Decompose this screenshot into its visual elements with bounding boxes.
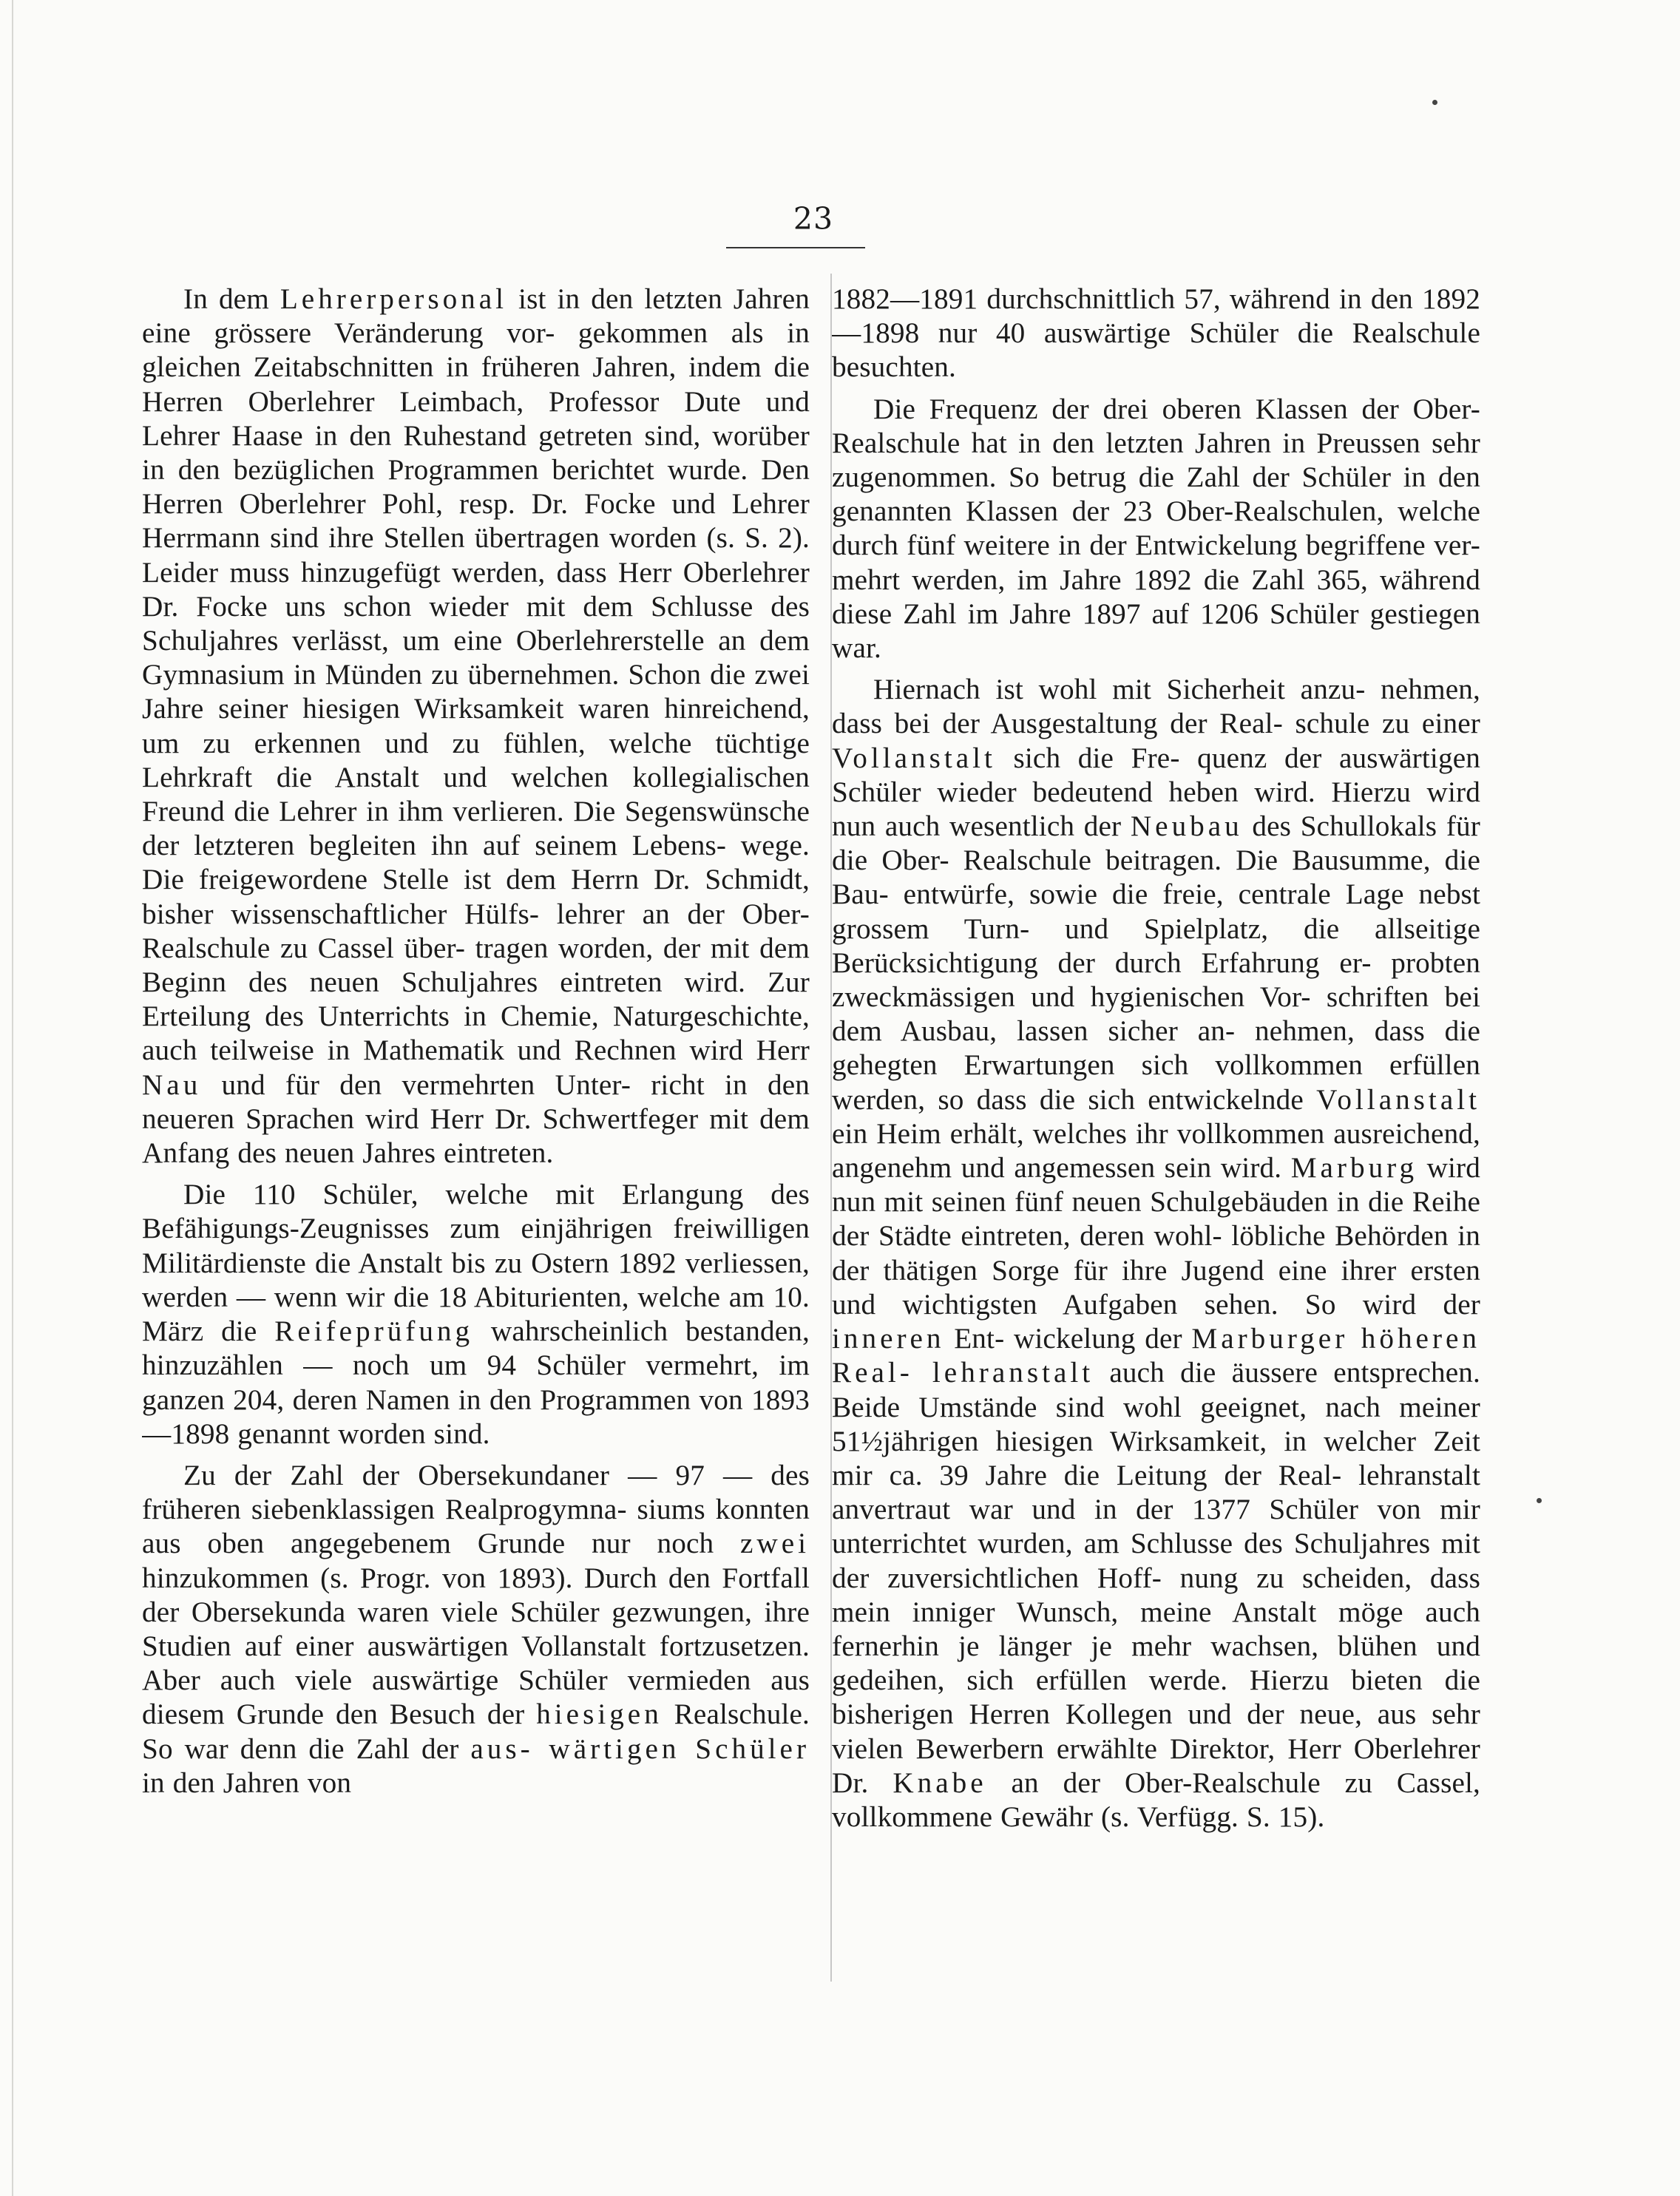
page-edge-line: [12, 0, 13, 2196]
text-segment: hinzukommen (s. Progr. von 1893). Durch den Fortfall der Obersekunda waren viele Schüler gezwungen, ihre Studien auf einer auswärtigen Vollanstalt fortzusetzen. Aber auch viele auswärtige Schüler vermieden aus diesem Grunde den Besuch der: [142, 1562, 810, 1731]
text-segment: und für den vermehrten Unter- richt in den neueren Sprachen wird Herr Dr. Schwertfeger mit dem Anfang des neuen Jahres eintreten.: [142, 1068, 810, 1170]
emphasized-word: Knabe: [892, 1766, 987, 1799]
right-text-column: [832, 282, 1480, 1983]
emphasized-word: inneren: [832, 1323, 945, 1355]
text-segment: Realschule. So war denn die Zahl der: [142, 1698, 810, 1765]
emphasized-word: Lehrerpersonal: [280, 283, 508, 315]
paragraph-frequency: Die Frequenz der drei oberen Klassen der Ober-Realschule hat in den letzten Jahren in Preussen sehr zugenommen. So betrug die Zahl der Schüler in den genannten Klassen der 23 Ober-Realschulen, welche durch fünf weitere in der Entwickelung begriffene ver- mehrt werden, im Jahre 1892 die Zahl 365, während diese Zahl im Jahre 1897 auf 1206 Schüler gestiegen war.: [832, 393, 1480, 665]
scan-speck: [1432, 100, 1437, 105]
scan-speck: [1537, 1498, 1542, 1503]
emphasized-word: Vollanstalt: [1316, 1083, 1480, 1116]
text-segment: wird nun mit seinen fünf neuen Schulgebäuden in die Reihe der Städte eintreten, deren wohl- löbliche Behörden in der thätigen Sorge für ihre Jugend eine ihrer ersten und wichtigsten Aufgaben sehen. So wird der: [832, 1152, 1480, 1321]
text-segment: ist in den letzten Jahren eine grössere Veränderung vor- gekommen als in gleichen Zeitabschnitten in früheren Jahren, indem die Herren Oberlehrer Leimbach, Professor Dute und Lehrer Haase in den Ruhestand getreten sind, worüber in den bezüglichen Programmen berichtet wurde. Den Herren Oberlehrer Pohl, resp. Dr. Focke und Lehrer Herrmann sind ihre Stellen übertragen worden (s. S. 2). Leider muss hinzugefügt werden, dass Herr Oberlehrer Dr. Focke uns schon wieder mit dem Schlusse des Schuljahres verlässt, um eine Oberlehrerstelle an dem Gymnasium in Münden zu übernehmen. Schon die zwei Jahre seiner hiesigen Wirksamkeit waren hinreichend, um zu erkennen und zu fühlen, welche tüchtige Lehrkraft die Anstalt und welchen kollegialischen Freund die Lehrer in ihm verlieren. Die Segenswünsche der letzteren begleiten ihn auf seinem Lebens- wege. Die freigewordene Stelle ist dem Herrn Dr. Schmidt, bisher wissenschaftlicher Hülfs- lehrer an der Ober-Realschule zu Cassel über- tragen worden, der mit dem Beginn des neuen Schuljahres eintreten wird. Zur Erteilung des Unterrichts in Chemie, Naturgeschichte, auch teilweise in Mathematik und Rechnen wird Herr: [142, 283, 810, 1067]
text-segment: Hiernach ist wohl mit Sicherheit anzu- nehmen, dass bei der Ausgestaltung der Real- schule zu einer: [832, 674, 1480, 740]
emphasized-word: Reifeprüfung: [274, 1315, 474, 1348]
paragraph-obersekundaner: [142, 1459, 810, 1800]
paragraph-teaching-staff: [142, 282, 810, 1170]
emphasized-word: Nau: [142, 1068, 202, 1101]
text-segment: auch die äussere entsprechen. Beide Umstände sind wohl geeignet, nach meiner 51½jährigen hiesigen Wirksamkeit, in welcher Zeit mir ca. 39 Jahre die Leitung der Real- lehranstalt anvertraut war und in der 1377 Schüler von mir unterrichtet wurden, am Schlusse des Schuljahres mit der zuversichtlichen Hoff- nung zu scheiden, dass mein inniger Wunsch, meine Anstalt möge auch fernerhin je länger je mehr wachsen, blühen und gedeihen, sich erfüllen werde. Hierzu bieten die bisherigen Herren Kollegen und der neue, aus sehr vielen Bewerbern erwählte Direktor, Herr Oberlehrer Dr.: [832, 1357, 1480, 1799]
text-segment: Ent- wickelung der: [944, 1323, 1192, 1355]
text-segment: ein Heim erhält, welches ihr vollkommen ausreichend, angenehm und angemessen sein wird.: [832, 1117, 1480, 1185]
emphasized-word: aus- wärtigen Schüler: [470, 1732, 810, 1765]
text-segment: des Schullokals für die Ober- Realschule beitragen. Die Bausumme, die Bau- entwürfe, sowie die freie, centrale Lage nebst grossem Turn- und Spielplatz, die allseitige Berücksichtigung der durch Erfahrung er- probten zweckmässigen und hygienischen Vor- schriften bei dem Ausbau, lassen sicher an- nehmen, dass die gehegten Erwartungen sich vollkommen erfüllen werden, so dass die sich entwickelnde: [832, 810, 1480, 1116]
page-number: 23: [793, 201, 834, 237]
emphasized-word: Marburger höheren Real- lehranstalt: [832, 1323, 1480, 1389]
emphasized-word: Vollanstalt: [832, 742, 996, 774]
text-segment: an der Ober-Realschule zu Cassel, vollkommene Gewähr (s. Verfügg. S. 15).: [832, 1766, 1480, 1833]
emphasized-word: Marburg: [1290, 1152, 1418, 1185]
text-segment: Die 110 Schüler, welche mit Erlangung des Befähigungs-Zeugnisses zum einjährigen freiwilligen Militärdienste die Anstalt bis zu Ostern 1892 verliessen, werden — wenn wir die 18 Abiturienten, welche am 10. März die: [142, 1179, 810, 1348]
text-segment: wahrscheinlich bestanden, hinzuzählen — noch um 94 Schüler vermehrt, im ganzen 204, deren Namen in den Programmen von 1893—1898 genannt worden sind.: [142, 1315, 810, 1450]
text-segment: in den Jahren von: [142, 1766, 352, 1799]
emphasized-word: hiesigen: [536, 1698, 663, 1731]
page-number-rule: [726, 247, 865, 248]
paragraph-continued: 1882—1891 durchschnittlich 57, während in den 1892—1898 nur 40 auswärtige Schüler die Realschule besuchten.: [832, 283, 1480, 384]
left-text-column: [142, 282, 810, 1983]
emphasized-word: Neubau: [1130, 810, 1243, 843]
paragraph-vollanstalt: [832, 673, 1480, 1834]
text-segment: sich die Fre- quenz der auswärtigen Schüler wieder bedeutend heben wird. Hierzu wird nun auch wesentlich der: [832, 742, 1480, 843]
text-segment: Zu der Zahl der Obersekundaner — 97 — des früheren siebenklassigen Realprogymna- siums konnten aus oben angegebenem Grunde nur noch: [142, 1459, 810, 1560]
text-segment: In dem: [183, 283, 280, 315]
paragraph-students-count: [142, 1178, 810, 1451]
emphasized-word: zwei: [740, 1528, 810, 1560]
